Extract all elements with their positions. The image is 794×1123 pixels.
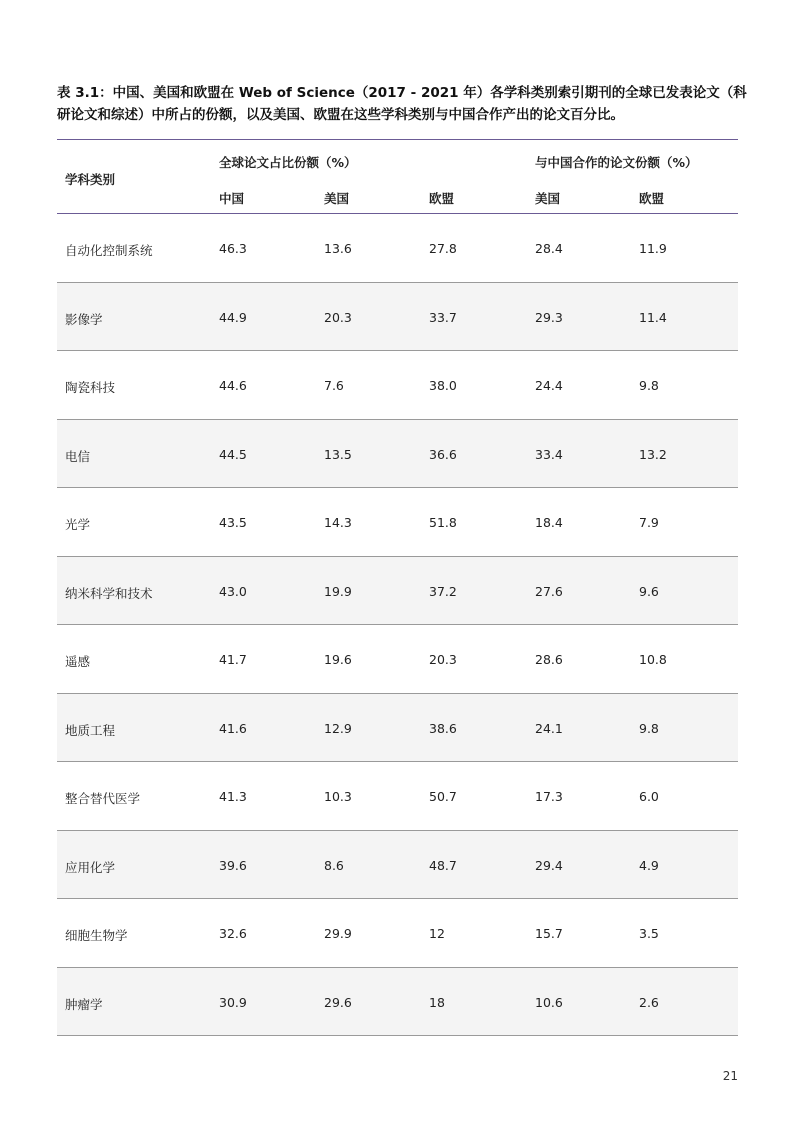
cell-eu-share: 48.7 bbox=[429, 857, 457, 873]
cell-us-share: 10.3 bbox=[324, 789, 352, 804]
cell-us-share: 19.9 bbox=[324, 583, 352, 599]
cell-eu-collab: 9.8 bbox=[639, 720, 659, 736]
cell-eu-collab: 6.0 bbox=[639, 789, 659, 804]
table-row bbox=[57, 694, 738, 763]
cell-eu-collab: 13.2 bbox=[639, 446, 667, 462]
cell-us-collab: 27.6 bbox=[535, 583, 563, 599]
cell-eu-share: 38.0 bbox=[429, 378, 457, 393]
cell-us-share: 7.6 bbox=[324, 378, 344, 393]
cell-us-share: 13.5 bbox=[324, 446, 352, 462]
cell-china-share: 44.9 bbox=[219, 309, 247, 325]
cell-subject: 电信 bbox=[65, 448, 91, 464]
table-row bbox=[57, 351, 738, 420]
cell-us-collab: 29.3 bbox=[535, 309, 563, 325]
cell-china-share: 44.5 bbox=[219, 446, 247, 462]
cell-eu-collab: 10.8 bbox=[639, 652, 667, 667]
cell-china-share: 41.6 bbox=[219, 720, 247, 736]
table-row bbox=[57, 557, 738, 626]
cell-eu-share: 36.6 bbox=[429, 446, 457, 462]
sub-header-eu: 欧盟 bbox=[429, 191, 455, 206]
sub-header-china: 中国 bbox=[219, 191, 245, 206]
cell-eu-share: 33.7 bbox=[429, 309, 457, 325]
cell-subject: 整合替代医学 bbox=[65, 791, 141, 806]
cell-china-share: 30.9 bbox=[219, 994, 247, 1010]
cell-eu-share: 38.6 bbox=[429, 720, 457, 736]
cell-subject: 影像学 bbox=[65, 311, 103, 327]
cell-subject: 光学 bbox=[65, 517, 91, 532]
cell-eu-collab: 9.6 bbox=[639, 583, 659, 599]
cell-china-share: 43.5 bbox=[219, 515, 247, 530]
cell-eu-share: 50.7 bbox=[429, 789, 457, 804]
cell-us-share: 29.9 bbox=[324, 926, 352, 941]
cell-eu-collab: 2.6 bbox=[639, 994, 659, 1010]
table-row bbox=[57, 968, 738, 1037]
sub-header-eu-collab: 欧盟 bbox=[639, 191, 665, 206]
cell-us-collab: 18.4 bbox=[535, 515, 563, 530]
cell-us-share: 8.6 bbox=[324, 857, 344, 873]
cell-eu-collab: 11.9 bbox=[639, 241, 667, 256]
cell-eu-collab: 3.5 bbox=[639, 926, 659, 941]
cell-us-collab: 10.6 bbox=[535, 994, 563, 1010]
cell-china-share: 46.3 bbox=[219, 241, 247, 256]
china-collab-group-header: 与中国合作的论文份额（%） bbox=[535, 155, 698, 170]
cell-us-collab: 15.7 bbox=[535, 926, 563, 941]
cell-subject: 自动化控制系统 bbox=[65, 243, 153, 258]
cell-eu-share: 27.8 bbox=[429, 241, 457, 256]
global-share-group-header: 全球论文占比份额（%） bbox=[219, 155, 357, 170]
table-row bbox=[57, 831, 738, 900]
cell-china-share: 32.6 bbox=[219, 926, 247, 941]
table-row bbox=[57, 625, 738, 694]
cell-subject: 应用化学 bbox=[65, 859, 116, 875]
sub-header-us-collab: 美国 bbox=[535, 191, 561, 206]
cell-eu-share: 51.8 bbox=[429, 515, 457, 530]
cell-subject: 肿瘤学 bbox=[65, 996, 103, 1012]
cell-us-collab: 29.4 bbox=[535, 857, 563, 873]
cell-china-share: 41.3 bbox=[219, 789, 247, 804]
cell-us-share: 12.9 bbox=[324, 720, 352, 736]
cell-us-collab: 33.4 bbox=[535, 446, 563, 462]
table-header bbox=[57, 140, 738, 213]
cell-us-collab: 28.6 bbox=[535, 652, 563, 667]
table-row bbox=[57, 762, 738, 831]
cell-china-share: 43.0 bbox=[219, 583, 247, 599]
table-row bbox=[57, 214, 738, 283]
cell-us-share: 20.3 bbox=[324, 309, 352, 325]
cell-eu-collab: 9.8 bbox=[639, 378, 659, 393]
sub-header-us: 美国 bbox=[324, 191, 350, 206]
table-caption: 表 3.1：中国、美国和欧盟在 Web of Science（2017 - 2021 年）各学科类别索引期刊的全球已发表论文（科研论文和综述）中所占的份额，以及美国、欧盟在这些学科类别与中国合作产出的论文百分比。 bbox=[57, 85, 747, 123]
table-row bbox=[57, 899, 738, 968]
cell-us-share: 29.6 bbox=[324, 994, 352, 1010]
cell-eu-share: 18 bbox=[429, 994, 445, 1010]
cell-subject: 陶瓷科技 bbox=[65, 380, 116, 395]
cell-eu-collab: 4.9 bbox=[639, 857, 659, 873]
subject-column-header: 学科类别 bbox=[65, 172, 116, 187]
cell-eu-collab: 7.9 bbox=[639, 515, 659, 530]
cell-eu-collab: 11.4 bbox=[639, 309, 667, 325]
cell-us-share: 19.6 bbox=[324, 652, 352, 667]
cell-eu-share: 37.2 bbox=[429, 583, 457, 599]
cell-eu-share: 20.3 bbox=[429, 652, 457, 667]
cell-us-collab: 24.4 bbox=[535, 378, 563, 393]
table-row bbox=[57, 420, 738, 489]
cell-china-share: 41.7 bbox=[219, 652, 247, 667]
cell-us-share: 14.3 bbox=[324, 515, 352, 530]
cell-subject: 地质工程 bbox=[65, 722, 116, 738]
cell-china-share: 39.6 bbox=[219, 857, 247, 873]
cell-us-collab: 24.1 bbox=[535, 720, 563, 736]
cell-us-share: 13.6 bbox=[324, 241, 352, 256]
cell-subject: 遥感 bbox=[65, 654, 91, 669]
cell-us-collab: 28.4 bbox=[535, 241, 563, 256]
cell-china-share: 44.6 bbox=[219, 378, 247, 393]
table-row bbox=[57, 283, 738, 352]
cell-subject: 纳米科学和技术 bbox=[65, 585, 153, 601]
table-body bbox=[57, 214, 738, 1036]
page-number: 21 bbox=[722, 1069, 738, 1083]
cell-subject: 细胞生物学 bbox=[65, 928, 128, 943]
data-table bbox=[57, 139, 738, 1036]
cell-us-collab: 17.3 bbox=[535, 789, 563, 804]
cell-eu-share: 12 bbox=[429, 926, 445, 941]
table-row bbox=[57, 488, 738, 557]
